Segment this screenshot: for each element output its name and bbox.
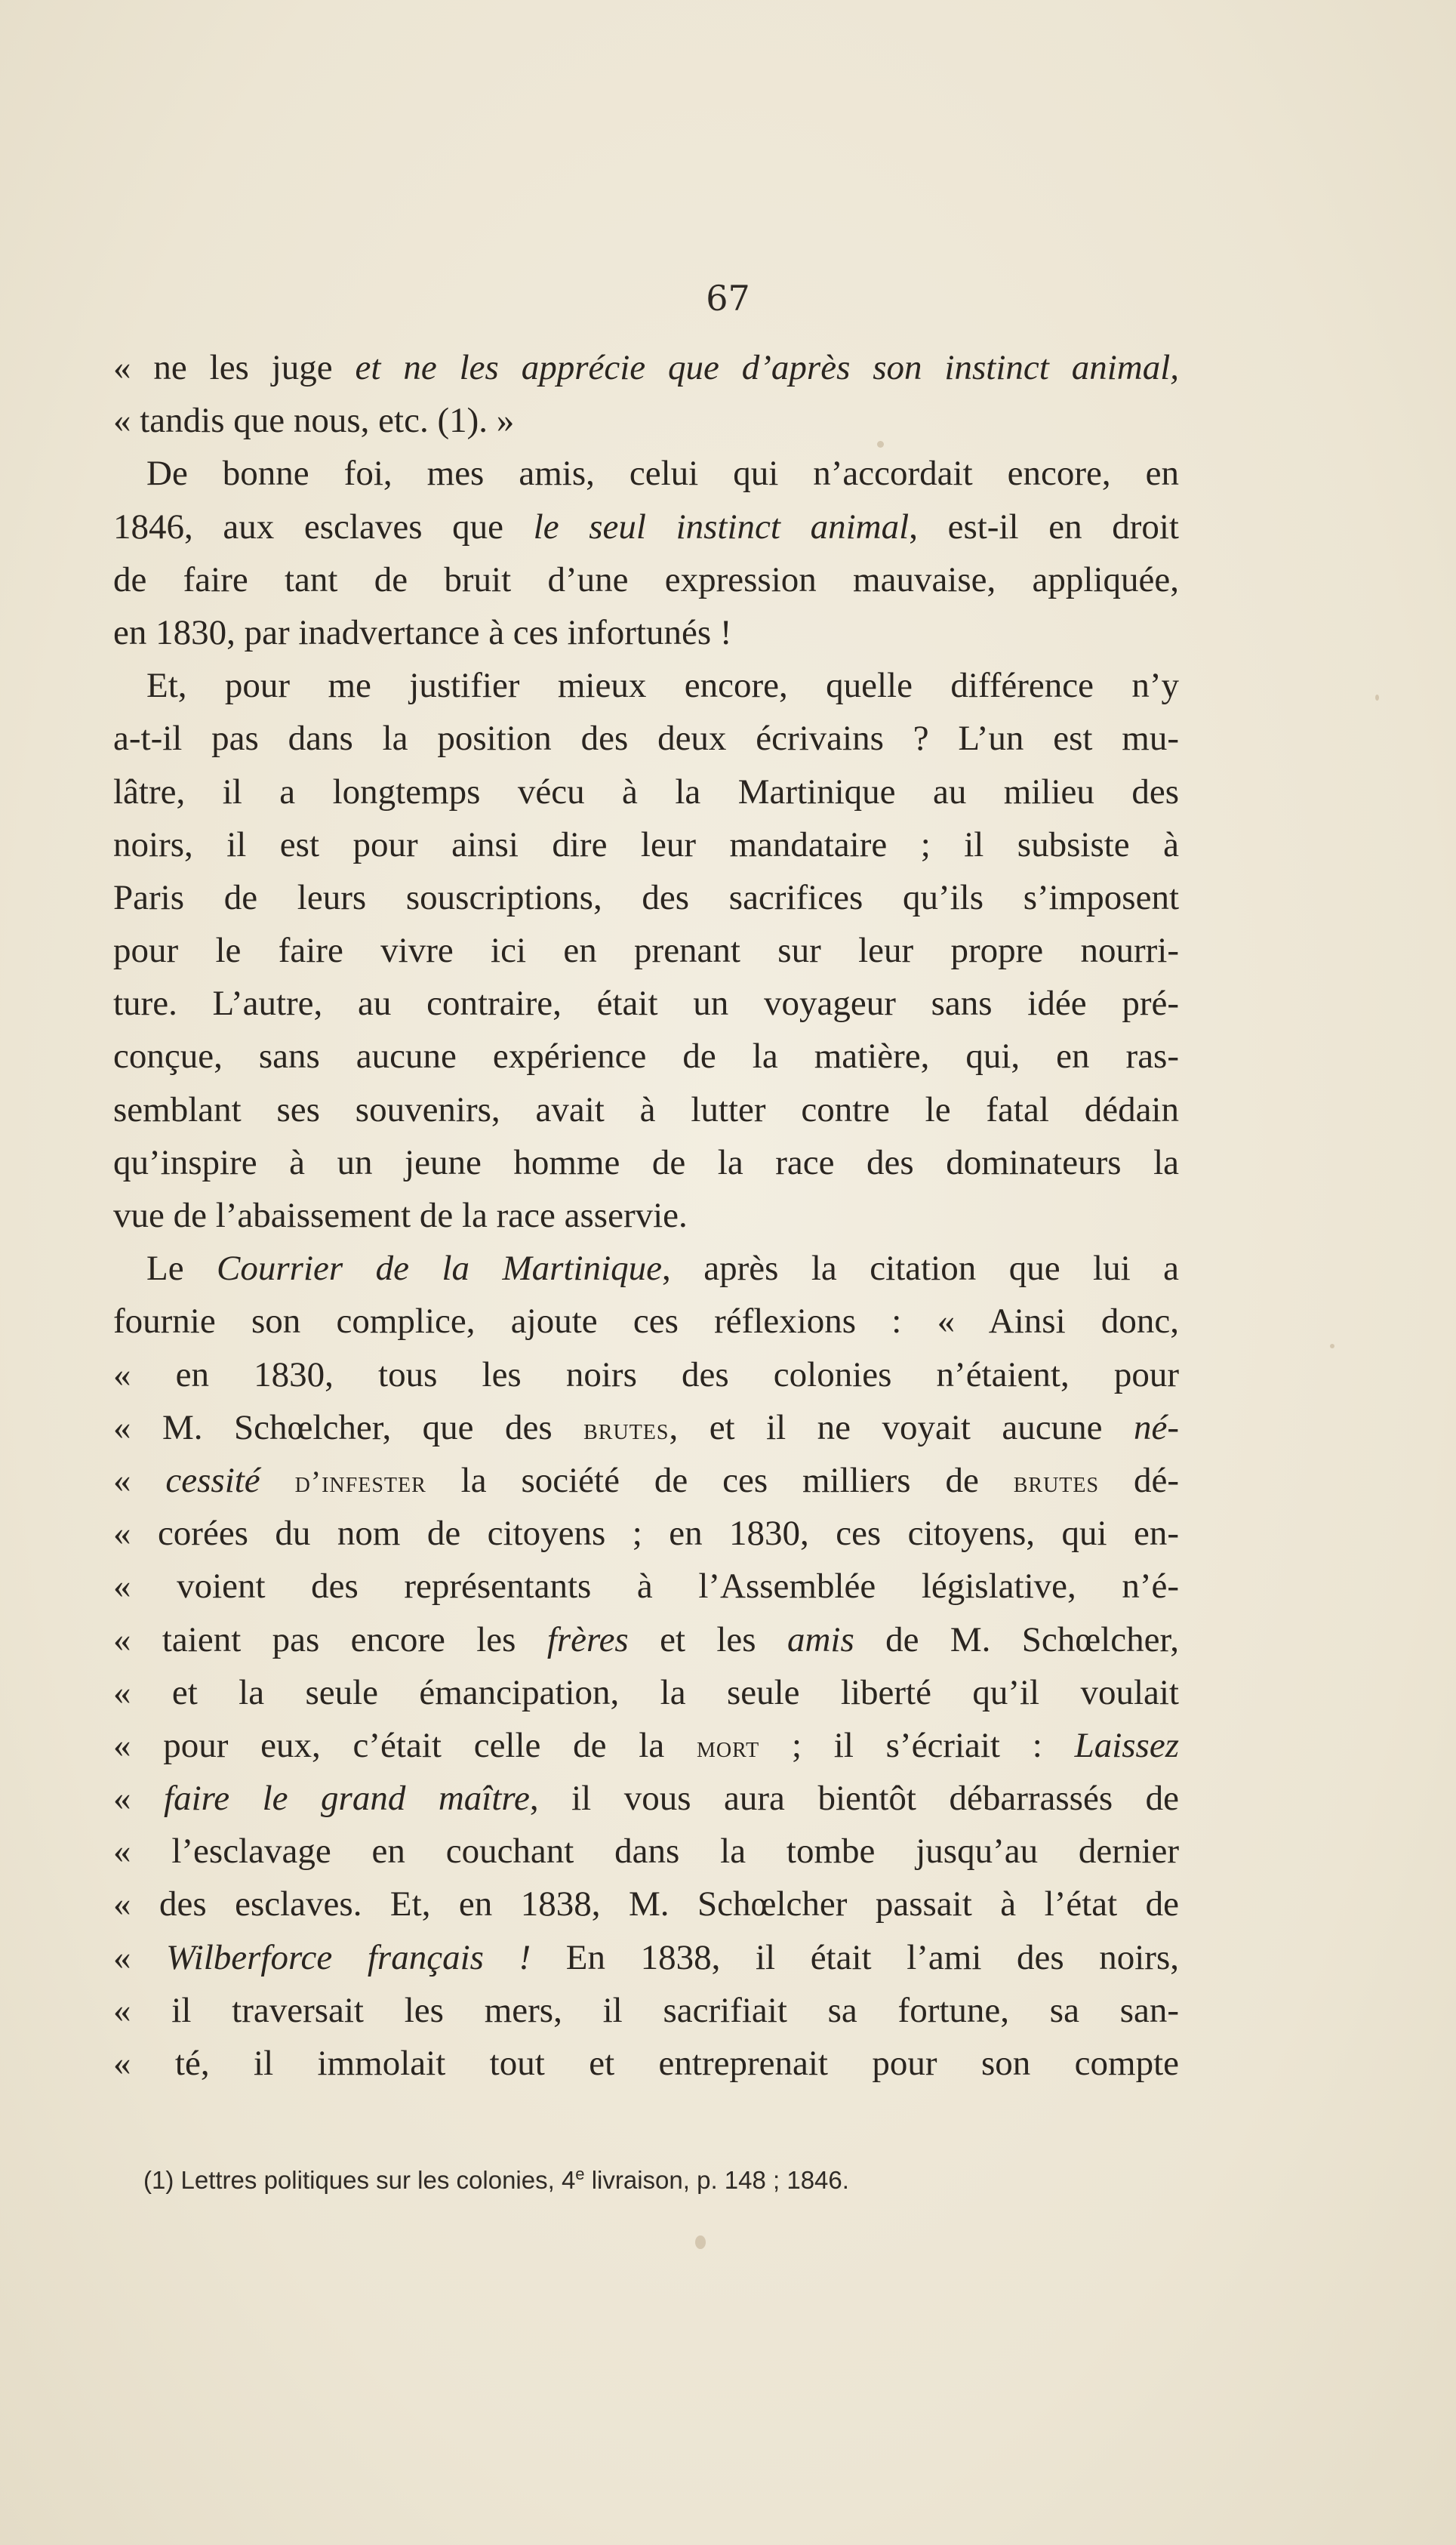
paper-speck	[1375, 695, 1379, 701]
text-line	[113, 1083, 1179, 1136]
text-line	[113, 871, 1179, 924]
text-line	[113, 1560, 1179, 1613]
text-run: , est-il en droit	[909, 507, 1179, 547]
text-line	[113, 1931, 1179, 1984]
text-line	[113, 712, 1179, 765]
paper-speck	[695, 2235, 706, 2249]
page-number: 67	[706, 278, 750, 319]
italic-text: amis	[786, 1619, 854, 1659]
italic-text: Courrier de la Martinique	[217, 1249, 663, 1289]
italic-text: frères	[546, 1619, 629, 1659]
text-run: en 1830, par inadvertance à ces infortunés !	[113, 612, 732, 652]
text-run: « des esclaves. Et, en 1838, M. Schœlcher passait à l’état de	[113, 1884, 1179, 1924]
text-line	[113, 1984, 1179, 2037]
paper-speck	[1330, 1344, 1334, 1348]
text-line	[113, 1030, 1179, 1083]
italic-text: né-	[1133, 1407, 1179, 1447]
text-run: « pour eux, c’était celle de la	[113, 1725, 697, 1765]
text-line	[113, 659, 1179, 712]
text-run: , et il ne voyait aucune	[669, 1407, 1134, 1447]
italic-text: faire le grand maître	[164, 1779, 530, 1819]
text-line	[113, 1825, 1179, 1878]
small-caps-text: d’infester	[294, 1464, 426, 1499]
text-line	[113, 447, 1179, 500]
italic-text: Laissez	[1074, 1725, 1179, 1765]
text-run: lâtre, il a longtemps vécu à la Martinique au milieu des	[113, 772, 1179, 812]
text-run: « en 1830, tous les noirs des colonies n’étaient, pour	[113, 1354, 1179, 1394]
text-line	[113, 1719, 1179, 1772]
text-run: « M. Schœlcher, que des	[113, 1407, 584, 1447]
text-line	[113, 1613, 1179, 1666]
text-line	[113, 766, 1179, 818]
italic-text: et ne les apprécie que d’après son instinct animal,	[355, 348, 1179, 387]
italic-text: Wilberforce français !	[166, 1937, 531, 1977]
text-run: et les	[628, 1619, 787, 1659]
text-run: De bonne foi, mes amis, celui qui n’accordait encore, en	[146, 454, 1179, 494]
text-line	[113, 606, 1179, 659]
text-line	[113, 2037, 1179, 2090]
text-run: « té, il immolait tout et entreprenait pour son compte	[113, 2044, 1179, 2083]
text-run: Paris de leurs souscriptions, des sacrifices qu’ils s’imposent	[113, 877, 1179, 917]
text-run: «	[113, 1779, 165, 1819]
text-line	[113, 1454, 1179, 1507]
text-run: ; il s’écriait :	[759, 1725, 1075, 1765]
text-line	[113, 341, 1179, 394]
text-run: noirs, il est pour ainsi dire leur mandataire ; il subsiste à	[113, 824, 1179, 864]
text-line	[113, 1348, 1179, 1401]
text-run: ture. L’autre, au contraire, était un voyageur sans idée pré-	[113, 984, 1179, 1024]
text-run: qu’inspire à un jeune homme de la race des dominateurs la	[113, 1142, 1179, 1182]
footnote-superscript: e	[575, 2164, 585, 2183]
text-line	[113, 1878, 1179, 1930]
text-run: « il traversait les mers, il sacrifiait sa fortune, sa san-	[113, 1990, 1179, 2030]
paper-speck	[877, 441, 884, 448]
text-line	[113, 977, 1179, 1030]
text-line	[113, 394, 1179, 447]
text-run: conçue, sans aucune expérience de la matière, qui, en ras-	[113, 1037, 1179, 1077]
italic-text: le seul instinct animal	[533, 507, 910, 547]
text-run: En 1838, il était l’ami des noirs,	[531, 1937, 1179, 1977]
text-run: pour le faire vivre ici en prenant sur leur propre nourri-	[113, 931, 1179, 971]
text-run: « et la seule émancipation, la seule liberté qu’il voulait	[113, 1672, 1179, 1712]
text-run: de faire tant de bruit d’une expression mauvaise, appliquée,	[113, 559, 1179, 599]
text-run: « corées du nom de citoyens ; en 1830, ces citoyens, qui en-	[113, 1514, 1179, 1554]
text-line	[113, 1295, 1179, 1348]
text-run: 1846, aux esclaves que	[113, 507, 534, 547]
text-line	[113, 1401, 1179, 1454]
text-run: «	[113, 1937, 167, 1977]
body-text	[113, 341, 1179, 2090]
text-line	[113, 924, 1179, 977]
text-run: semblant ses souvenirs, avait à lutter contre le fatal dédain	[113, 1089, 1179, 1129]
text-run: « taient pas encore les	[113, 1619, 547, 1659]
text-line	[113, 1242, 1179, 1295]
text-line	[113, 1772, 1179, 1825]
text-run: dé-	[1099, 1460, 1179, 1500]
text-run: , après la citation que lui a	[662, 1249, 1179, 1289]
small-caps-text: brutes	[583, 1411, 670, 1446]
text-run: «	[113, 1460, 166, 1500]
text-run: de M. Schœlcher,	[854, 1619, 1179, 1659]
text-run: a-t-il pas dans la position des deux écrivains ? L’un est mu-	[113, 719, 1179, 759]
text-run: vue de l’abaissement de la race asservie.	[113, 1196, 688, 1235]
footnote	[143, 2164, 1200, 2195]
small-caps-text: brutes	[1013, 1464, 1100, 1499]
text-run: « tandis que nous, etc. (1). »	[113, 401, 515, 441]
text-run: Et, pour me justifier mieux encore, quelle différence n’y	[146, 666, 1179, 706]
text-run: « ne les juge	[113, 348, 356, 387]
text-line	[113, 1507, 1179, 1560]
small-caps-text: mort	[696, 1729, 760, 1764]
text-run: la société de ces milliers de	[426, 1460, 1014, 1500]
text-run: Le	[146, 1249, 217, 1289]
italic-text: cessité	[165, 1460, 295, 1500]
footnote-marker: (1)	[143, 2166, 174, 2194]
text-line	[113, 501, 1179, 553]
text-run: fournie son complice, ajoute ces réflexions : « Ainsi donc,	[113, 1302, 1179, 1342]
text-line	[113, 818, 1179, 871]
text-line	[113, 1666, 1179, 1719]
text-line	[113, 1136, 1179, 1189]
text-line	[113, 1189, 1179, 1242]
footnote-text-end: livraison, p. 148 ; 1846.	[584, 2166, 849, 2194]
text-run: , il vous aura bientôt débarrassés de	[529, 1779, 1179, 1819]
footnote-text: Lettres politiques sur les colonies, 4	[180, 2166, 576, 2194]
text-run: « voient des représentants à l’Assemblée législative, n’é-	[113, 1567, 1179, 1607]
text-run: « l’esclavage en couchant dans la tombe jusqu’au dernier	[113, 1832, 1179, 1872]
text-line	[113, 553, 1179, 606]
